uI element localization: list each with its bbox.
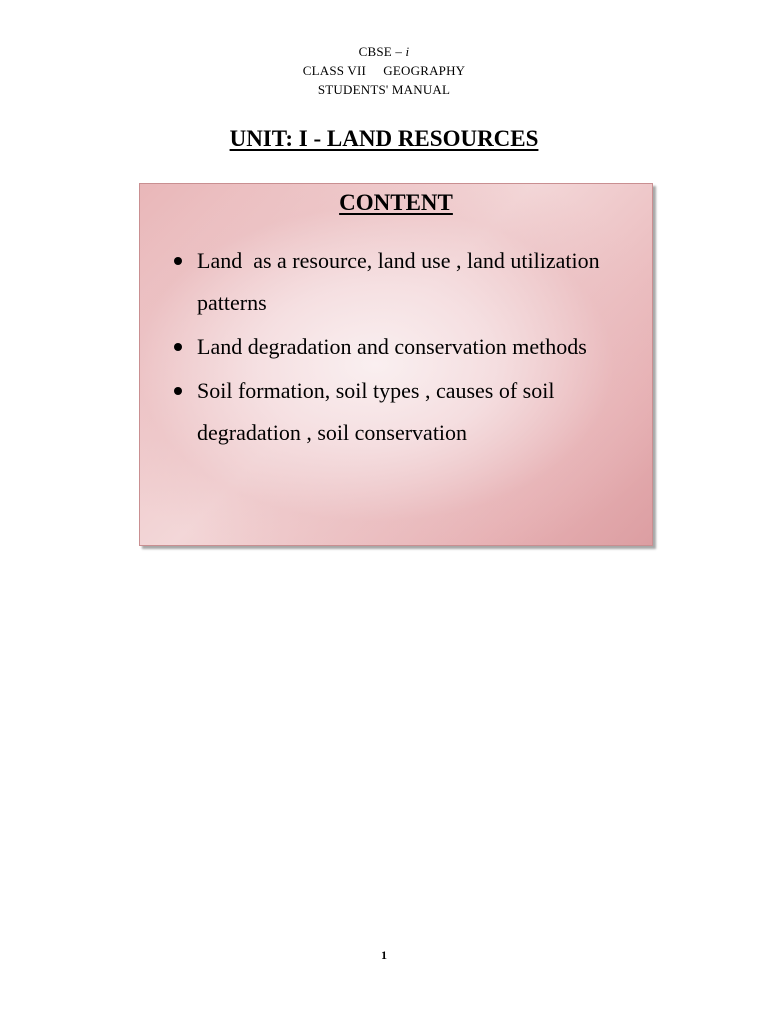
- bullet-icon: [174, 257, 182, 265]
- board-line: [0, 42, 768, 61]
- document-header: [0, 42, 768, 99]
- unit-title: UNIT: I - LAND RESOURCES: [229, 126, 539, 151]
- content-box: [139, 183, 653, 546]
- class-subject-line: CLASS VII GEOGRAPHY: [302, 63, 466, 78]
- board-mark: i: [405, 44, 410, 59]
- list-item-text: Land as a resource, land use , land utilization patterns: [197, 248, 606, 315]
- bullet-icon: [174, 343, 182, 351]
- manual-line: STUDENTS' MANUAL: [317, 82, 451, 97]
- bullet-icon: [174, 387, 182, 395]
- list-item: [140, 370, 652, 454]
- page-number: 1: [381, 948, 387, 962]
- list-item-text: Land degradation and conservation methods: [197, 334, 587, 359]
- content-list: [140, 240, 652, 456]
- board-label: CBSE –: [358, 44, 403, 59]
- content-heading: CONTENT: [339, 190, 453, 215]
- list-item: [140, 326, 652, 368]
- list-item-text: Soil formation, soil types , causes of soil degradation , soil conservation: [197, 378, 555, 445]
- list-item: [140, 240, 652, 324]
